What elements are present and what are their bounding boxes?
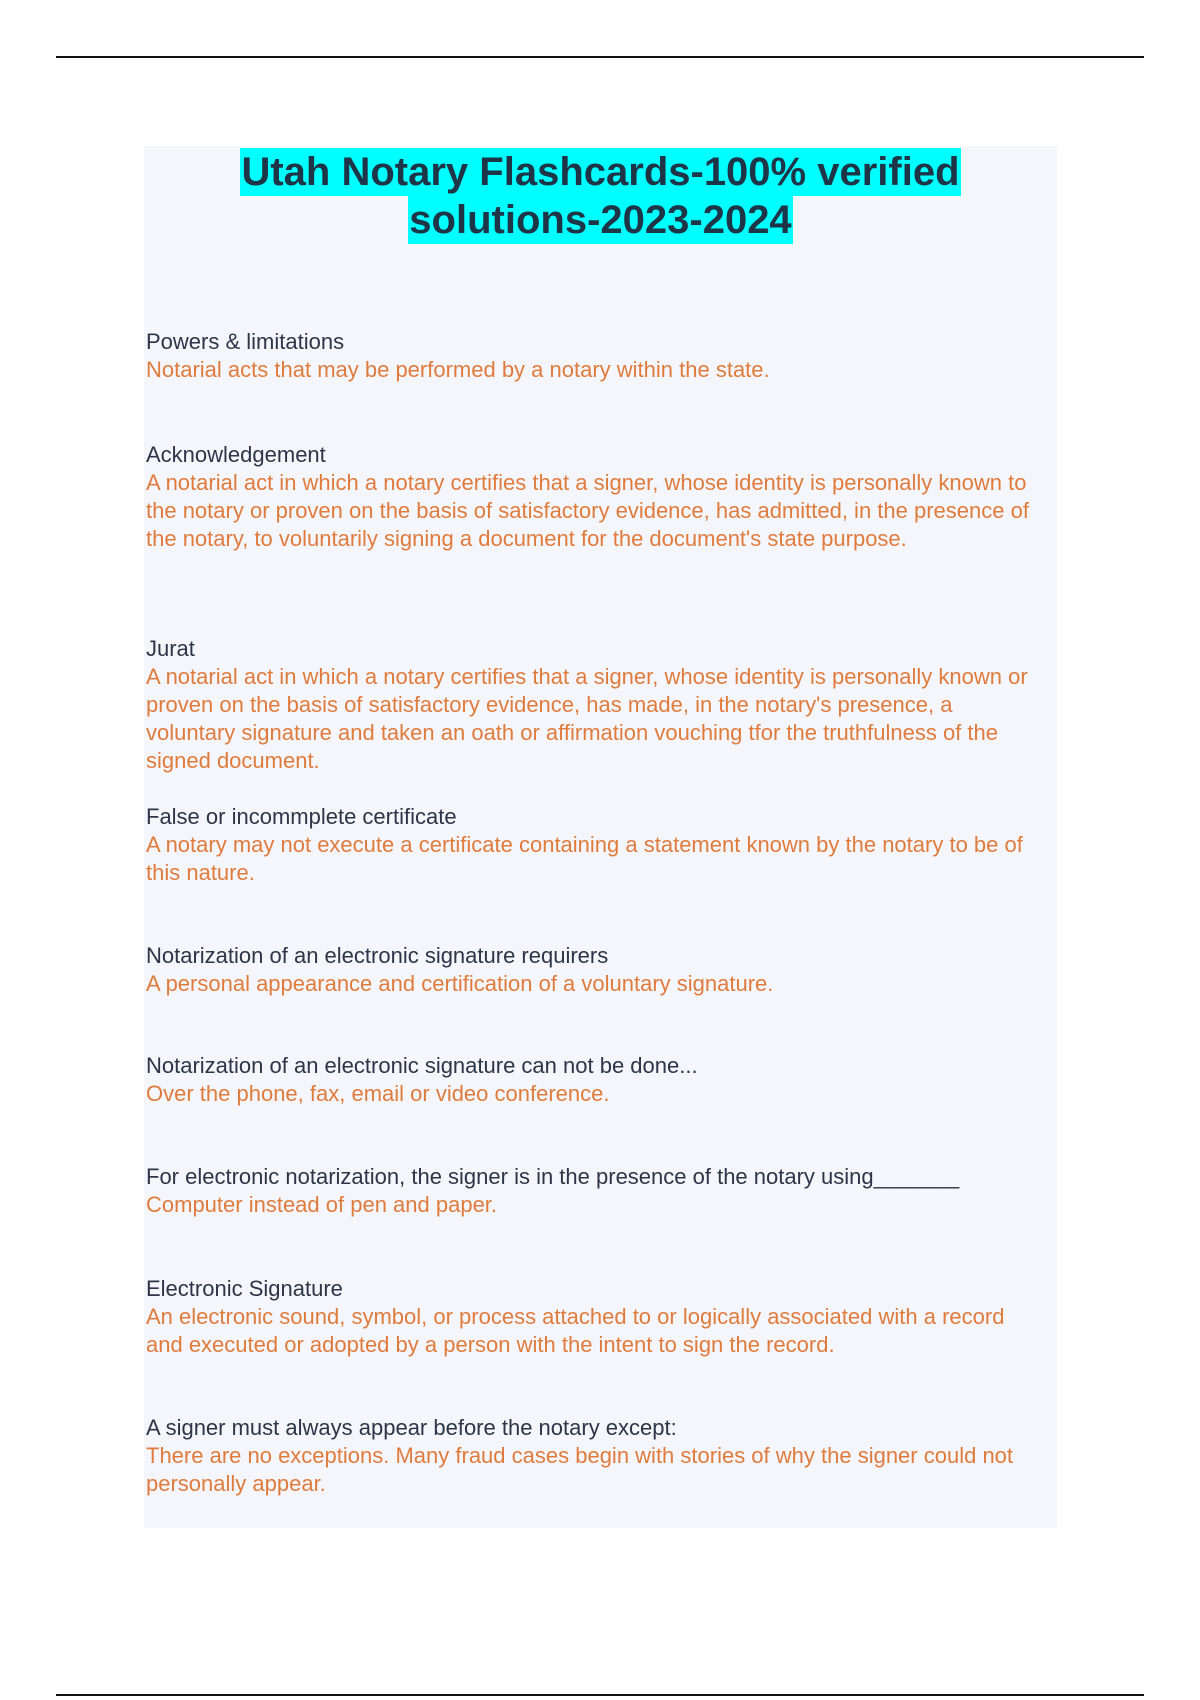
flashcard bbox=[146, 942, 1046, 998]
title-line-1: Utah Notary Flashcards-100% verified bbox=[241, 150, 960, 194]
flashcard-term: Notarization of an electronic signature can not be done... bbox=[146, 1053, 698, 1078]
flashcard-definition: A notary may not execute a certificate containing a statement known by the notary to be of this nature. bbox=[146, 832, 1023, 885]
flashcard-definition: Notarial acts that may be performed by a notary within the state. bbox=[146, 357, 770, 382]
flashcard-definition: Over the phone, fax, email or video conference. bbox=[146, 1081, 610, 1106]
title-line-2: solutions-2023-2024 bbox=[409, 198, 792, 242]
flashcard bbox=[146, 1163, 1046, 1219]
flashcard bbox=[146, 635, 1046, 775]
flashcard-term: For electronic notarization, the signer is in the presence of the notary using_______ bbox=[146, 1164, 960, 1189]
flashcard bbox=[146, 1275, 1046, 1359]
flashcard-definition: There are no exceptions. Many fraud cases begin with stories of why the signer could not personally appear. bbox=[146, 1443, 1014, 1496]
flashcard bbox=[146, 803, 1046, 887]
flashcard-definition: Computer instead of pen and paper. bbox=[146, 1192, 498, 1217]
flashcard-panel bbox=[144, 146, 1057, 1528]
flashcard bbox=[146, 441, 1046, 553]
flashcard bbox=[146, 328, 1046, 384]
flashcard-term: Electronic Signature bbox=[146, 1276, 343, 1301]
flashcard-term: Powers & limitations bbox=[146, 329, 345, 354]
flashcard-term: Notarization of an electronic signature requirers bbox=[146, 943, 609, 968]
flashcard-term: A signer must always appear before the notary except: bbox=[146, 1415, 677, 1440]
flashcard-term: Acknowledgement bbox=[146, 442, 326, 467]
flashcard-definition: An electronic sound, symbol, or process attached to or logically associated with a record and executed or adopted by a person with the intent to sign the record. bbox=[146, 1304, 1005, 1357]
top-rule bbox=[56, 56, 1144, 58]
flashcard bbox=[146, 1052, 1046, 1108]
flashcard-term: False or incommplete certificate bbox=[146, 804, 457, 829]
flashcard-definition: A notarial act in which a notary certifies that a signer, whose identity is personally known or proven on the basis of satisfactory evidence, has made, in the notary's presence, a voluntary signature and taken an oath or affirmation vouching tfor the truthfulness of the signed document. bbox=[146, 664, 1028, 773]
flashcard-definition: A personal appearance and certification of a voluntary signature. bbox=[146, 971, 774, 996]
bottom-rule bbox=[56, 1694, 1144, 1696]
flashcard-definition: A notarial act in which a notary certifies that a signer, whose identity is personally known to the notary or proven on the basis of satisfactory evidence, has admitted, in the presence of the notary, to voluntarily signing a document for the document's state purpose. bbox=[146, 470, 1029, 551]
document-title bbox=[144, 146, 1057, 244]
flashcard-term: Jurat bbox=[146, 636, 195, 661]
flashcard bbox=[146, 1414, 1046, 1498]
